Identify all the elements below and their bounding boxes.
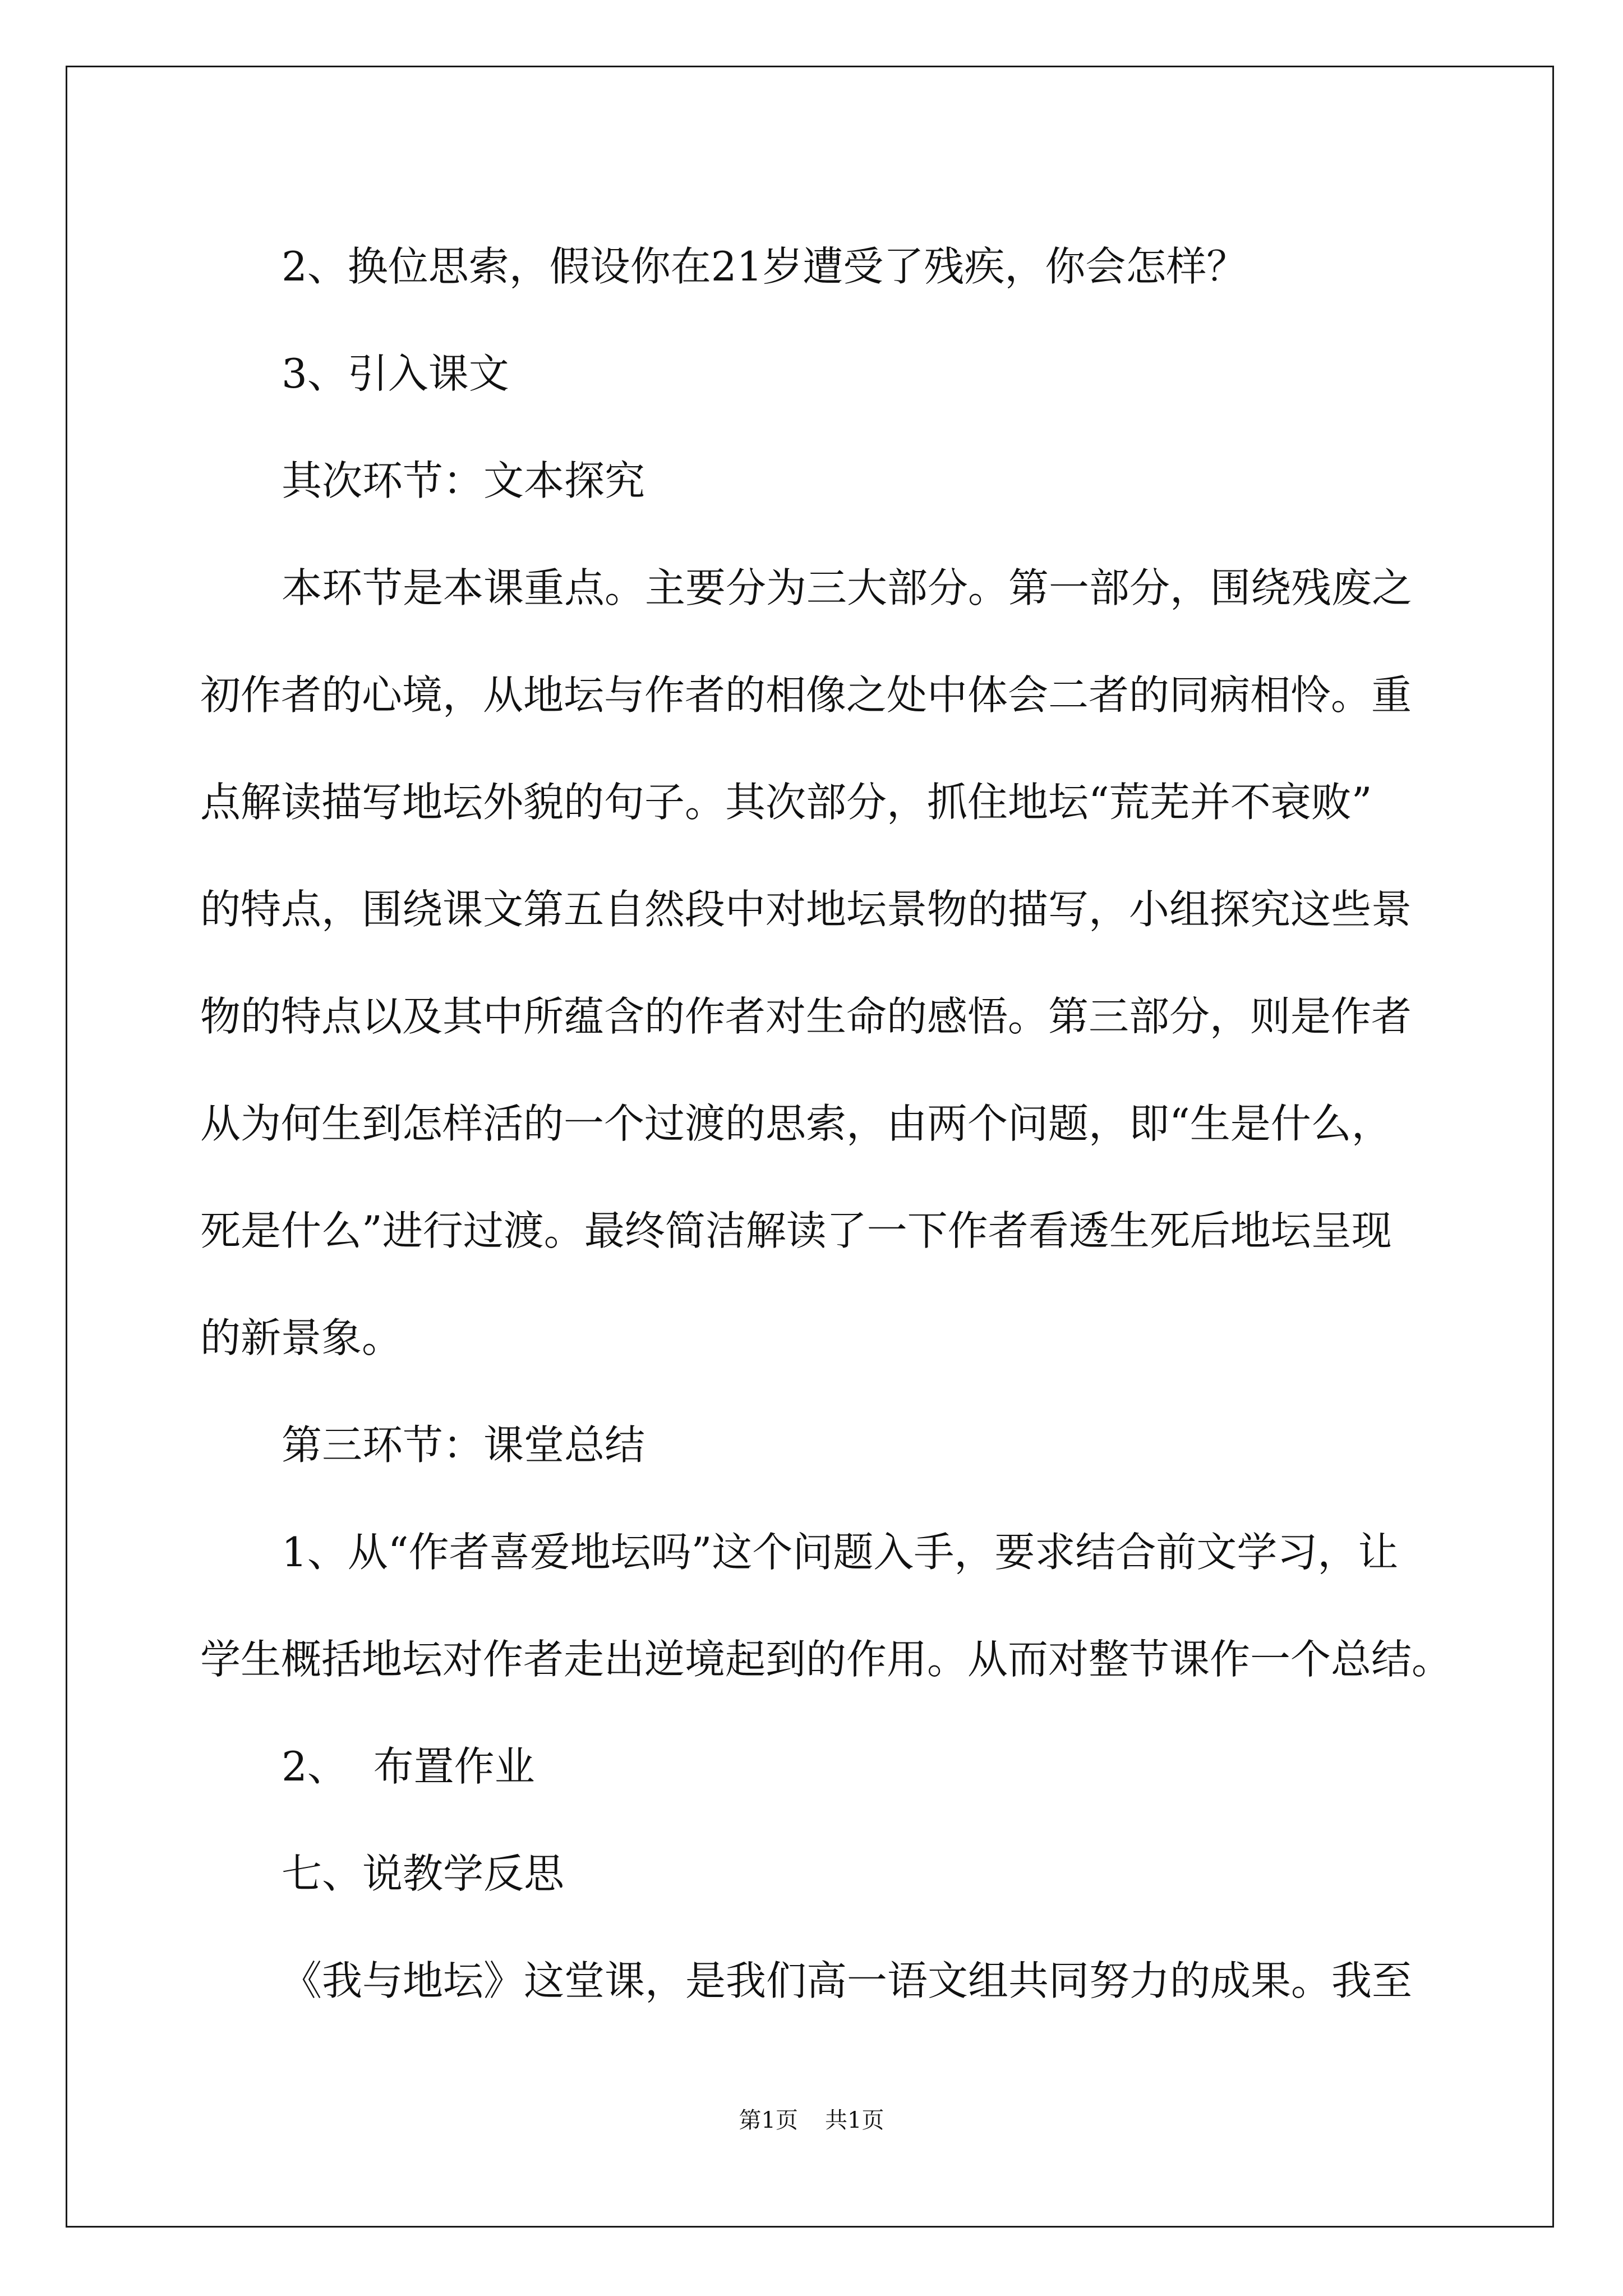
paragraph-line: 学生概括地坛对作者走出逆境起到的作用。从而对整节课作一个总结。 [200, 1636, 1453, 1683]
page-total: 共1页 [825, 2108, 884, 2133]
paragraph-line: 从为何生到怎样活的一个过渡的思索，由两个问题，即“生是什么， [200, 1100, 1392, 1147]
paragraph-line: 2、 布置作业 [282, 1743, 535, 1790]
paragraph-line: 死是什么”进行过渡。最终简洁解读了一下作者看透生死后地坛呈现 [200, 1207, 1392, 1254]
paragraph-line: 的新景象。 [200, 1314, 403, 1361]
page-footer [0, 2104, 1623, 2137]
paragraph-line: 本环节是本课重点。主要分为三大部分。第一部分，围绕残废之 [282, 564, 1413, 611]
paragraph-line: 的特点，围绕课文第五自然段中对地坛景物的描写，小组探究这些景 [200, 886, 1412, 933]
paragraph-line: 点解读描写地坛外貌的句子。其次部分，抓住地坛“荒芜并不衰败” [200, 779, 1372, 826]
document-body [200, 213, 1453, 2035]
paragraph-line: 1、从“作者喜爱地坛吗”这个问题入手，要求结合前文学习，让 [282, 1529, 1399, 1576]
paragraph-line: 3、引入课文 [282, 350, 509, 397]
paragraph-line: 《我与地坛》这堂课，是我们高一语文组共同努力的成果。我至 [282, 1957, 1413, 2004]
section-heading: 其次环节：文本探究 [282, 457, 645, 504]
paragraph-line: 物的特点以及其中所蕴含的作者对生命的感悟。第三部分，则是作者 [200, 993, 1412, 1040]
page-number: 第1页 [739, 2108, 798, 2133]
section-heading: 第三环节：课堂总结 [282, 1421, 645, 1469]
section-heading: 七、说教学反思 [282, 1850, 565, 1897]
paragraph-line: 初作者的心境，从地坛与作者的相像之处中体会二者的同病相怜。重 [200, 671, 1412, 719]
paragraph-line: 2、换位思索，假设你在21岁遭受了残疾，你会怎样？ [282, 243, 1247, 290]
